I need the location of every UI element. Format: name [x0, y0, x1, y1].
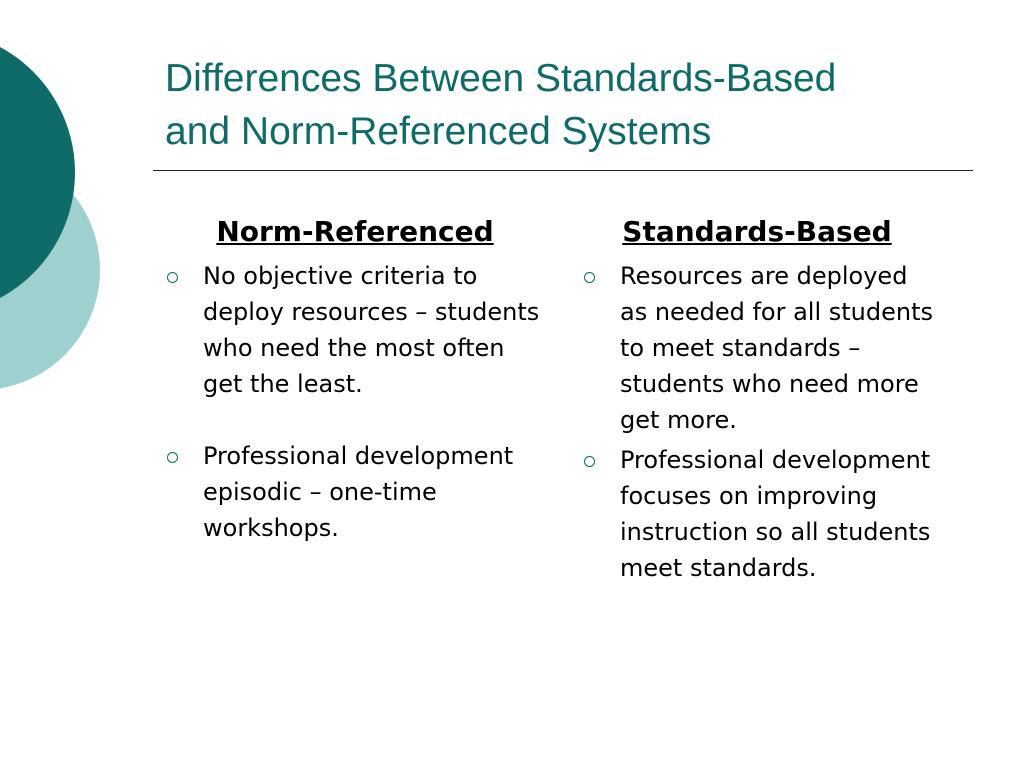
- list-item: [165, 438, 548, 546]
- norm-referenced-column: [165, 210, 555, 546]
- list-item-text: No objective criteria to deploy resources – students who need the most often get the least.: [203, 262, 540, 398]
- list-item: [582, 442, 940, 586]
- standards-based-list: [582, 258, 962, 586]
- title-divider: [153, 170, 973, 171]
- slide-title-line-2: and Norm-Referenced Systems: [165, 110, 712, 153]
- hollow-circle-bullet-icon: [584, 456, 595, 467]
- list-item-text: Resources are deployed as needed for all students to meet standards – students who need more get more.: [620, 262, 933, 434]
- norm-referenced-list: [165, 258, 555, 546]
- hollow-circle-bullet-icon: [584, 272, 595, 283]
- norm-referenced-heading: Norm-Referenced: [216, 215, 494, 248]
- standards-based-heading: Standards-Based: [622, 215, 892, 248]
- list-item-text: Professional development episodic – one-time workshops.: [203, 442, 514, 542]
- list-item-text: Professional development focuses on improving instruction so all students meet standards.: [620, 446, 931, 582]
- hollow-circle-bullet-icon: [167, 452, 178, 463]
- standards-based-column: [582, 210, 962, 586]
- hollow-circle-bullet-icon: [167, 272, 178, 283]
- list-item: [582, 258, 940, 438]
- slide-title-line-1: Differences Between Standards-Based: [165, 57, 837, 100]
- list-item: [165, 258, 548, 402]
- slide-title: [165, 52, 985, 158]
